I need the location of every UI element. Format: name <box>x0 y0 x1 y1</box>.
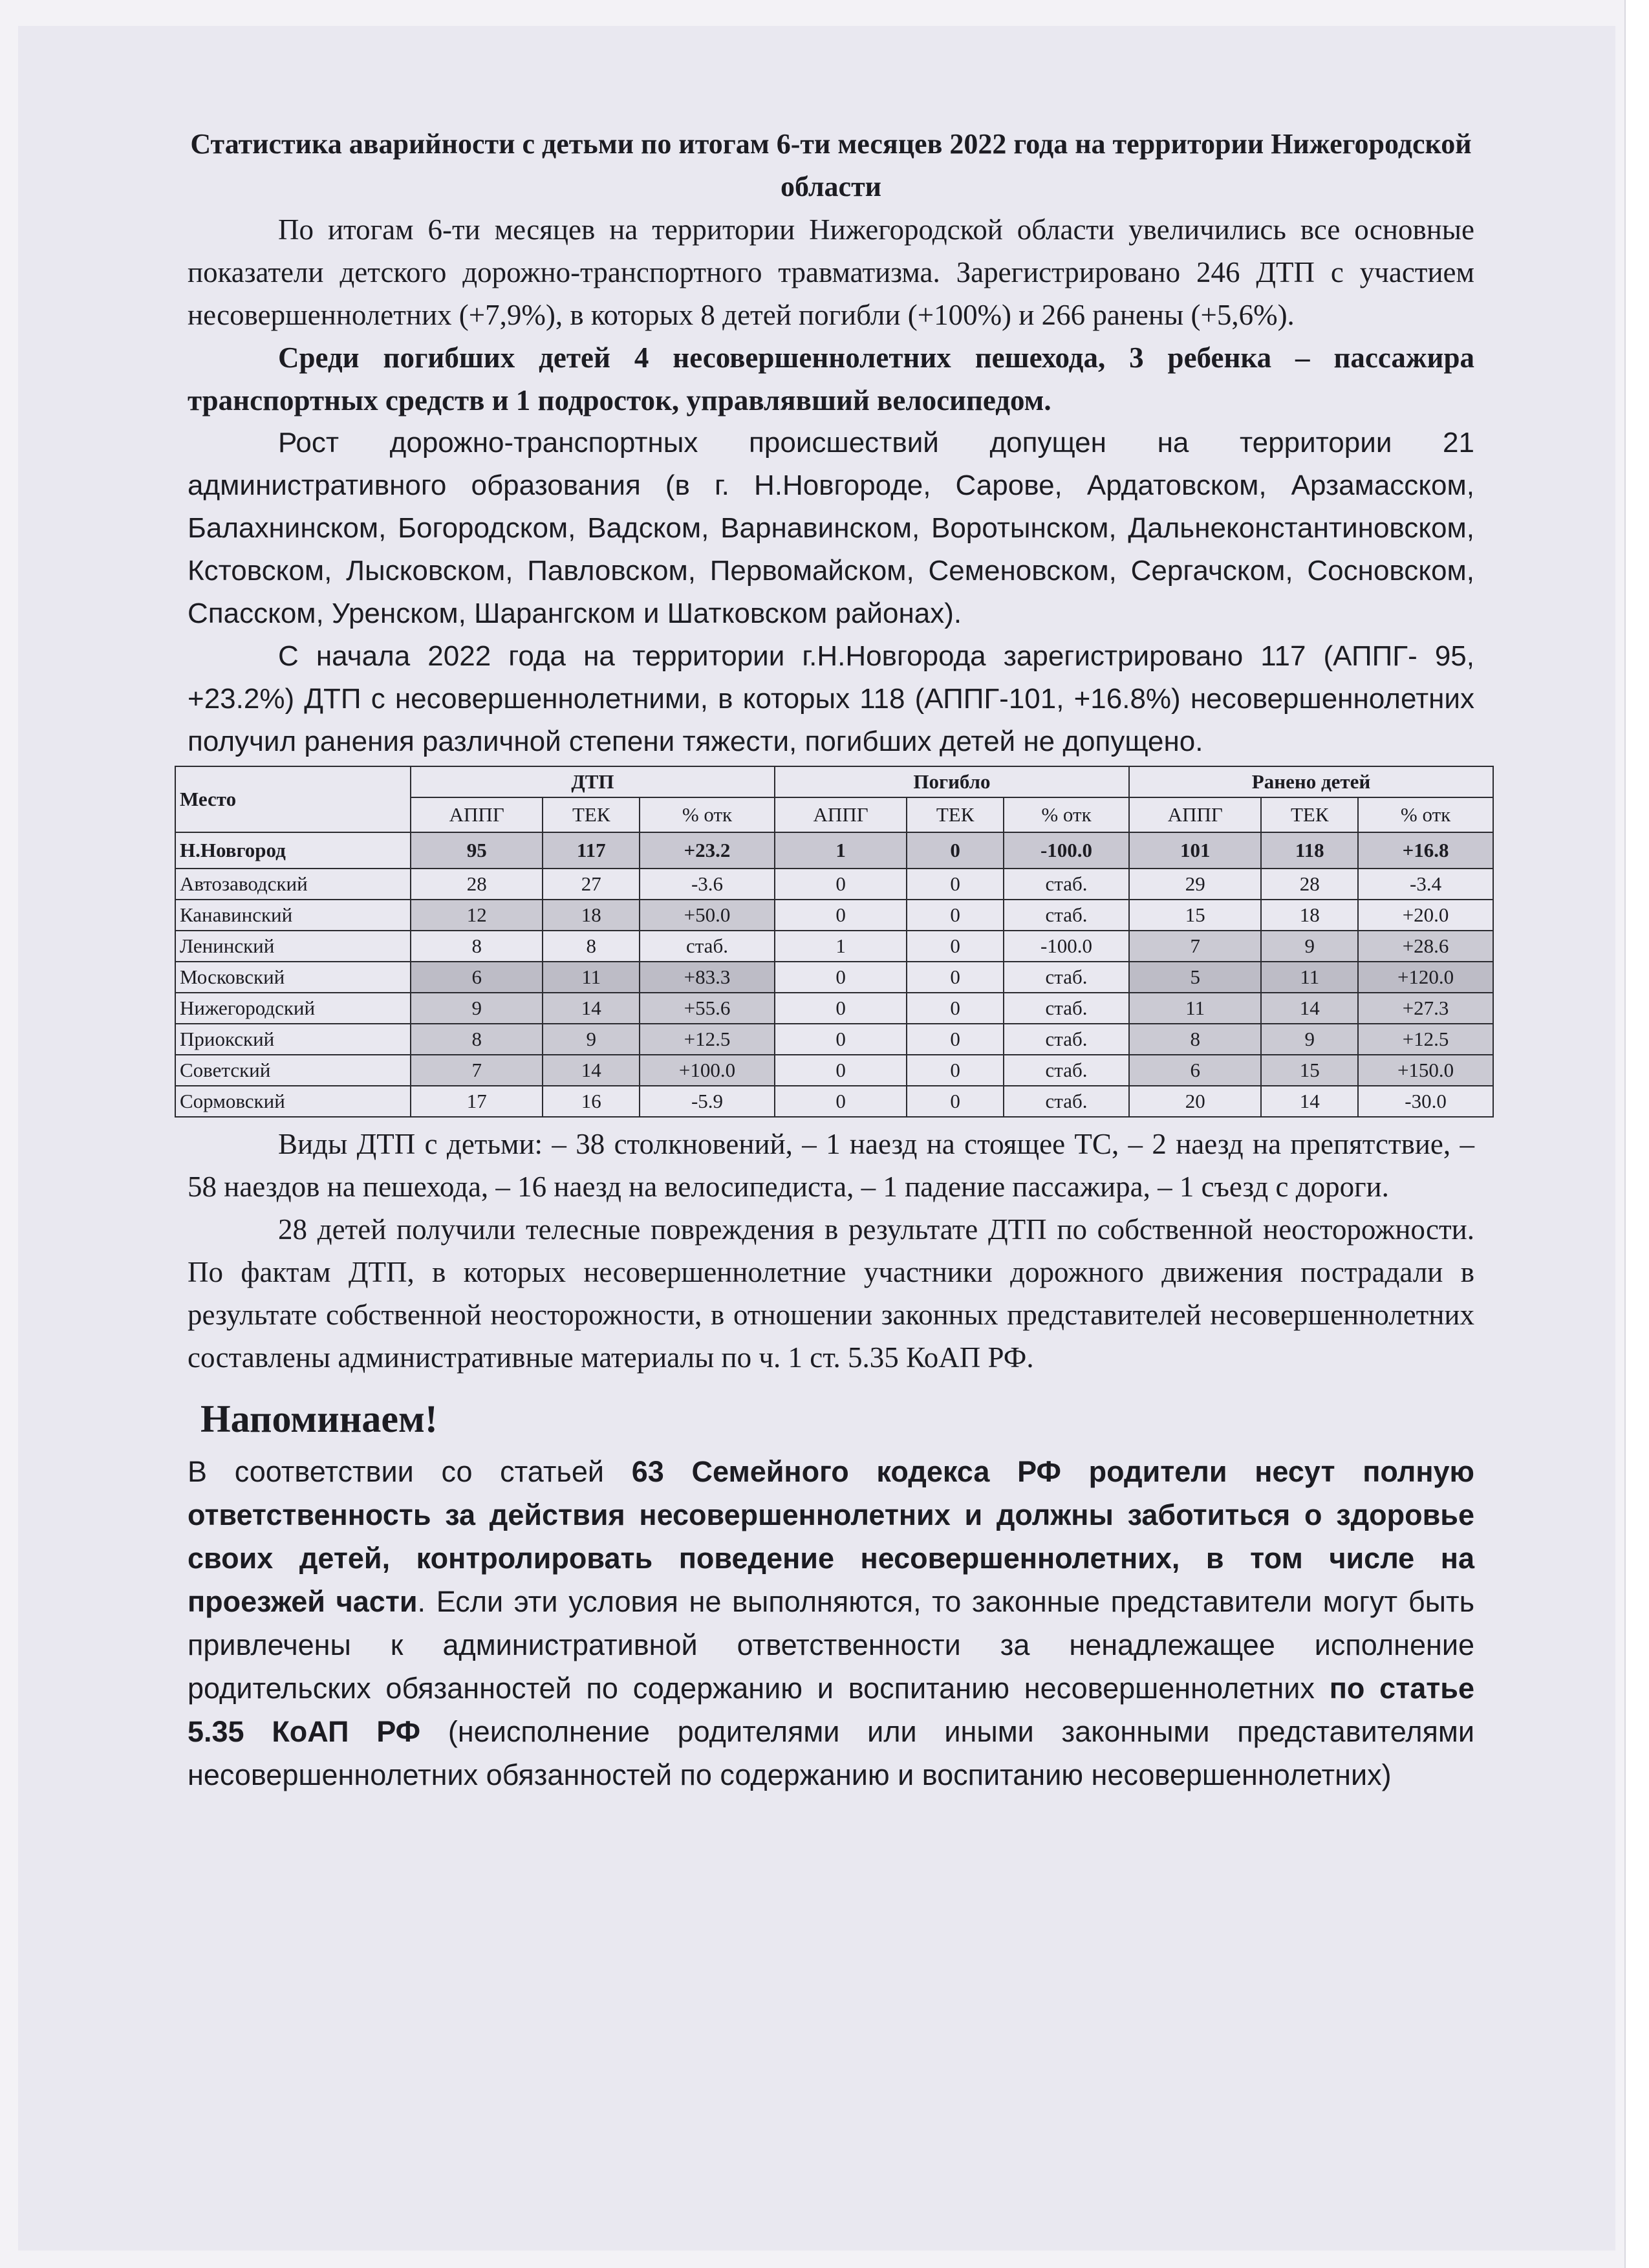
cell-killed-pct: стаб. <box>1004 1024 1129 1055</box>
cell-killed-appg: 0 <box>775 1086 907 1117</box>
table-row <box>175 1024 1493 1055</box>
cell-injured-appg: 7 <box>1129 931 1261 962</box>
table-row <box>175 1086 1493 1117</box>
cell-dtp-tek: 27 <box>543 869 640 900</box>
cell-injured-tek: 14 <box>1261 1086 1358 1117</box>
cell-injured-pct: +16.8 <box>1358 832 1493 869</box>
cell-dtp-appg: 6 <box>411 962 543 993</box>
cell-killed-appg: 0 <box>775 869 907 900</box>
sub-header-pct: % отк <box>1358 797 1493 832</box>
reminder-text-3: (неисполнение родителями или иными законными представителями несовершеннолетних обязанностей по содержанию и воспитанию несовершеннолетних) <box>188 1715 1474 1791</box>
reminder-bold-2: по статье 5.35 КоАП РФ <box>188 1672 1474 1748</box>
reminder-text-2: . Если эти условия не выполняются, то законные представители могут быть привлечены к административной ответственности за ненадлежащее исполнение родительских обязанностей по содержанию и воспитанию несовершеннолетних <box>188 1585 1475 1705</box>
cell-dtp-tek: 16 <box>543 1086 640 1117</box>
cell-killed-tek: 0 <box>907 962 1004 993</box>
cell-killed-appg: 0 <box>775 1024 907 1055</box>
row-place: Приокский <box>175 1024 411 1055</box>
cell-dtp-appg: 12 <box>411 900 543 931</box>
cell-dtp-pct: стаб. <box>640 931 775 962</box>
cell-killed-pct: -100.0 <box>1004 832 1129 869</box>
cell-injured-pct: +120.0 <box>1358 962 1493 993</box>
sub-header-appg: АППГ <box>411 797 543 832</box>
sub-header-tek: ТЕК <box>907 797 1004 832</box>
page-edge <box>1624 0 1649 2268</box>
nnovgorod-paragraph: С начала 2022 года на территории г.Н.Новгорода зарегистрировано 117 (АППГ- 95, +23.2%) ДТП с несовершеннолетними, в которых 118 (АППГ-101, +16.8%) несовершеннолетних получил ранения различной степени тяжести, погибших детей не допущено. <box>188 640 1474 757</box>
table-row <box>175 993 1493 1024</box>
sub-header-tek: ТЕК <box>543 797 640 832</box>
cell-injured-appg: 20 <box>1129 1086 1261 1117</box>
cell-dtp-tek: 11 <box>543 962 640 993</box>
cell-dtp-pct: +100.0 <box>640 1055 775 1086</box>
accident-types-paragraph: Виды ДТП с детьми: – 38 столкновений, – 1 наезд на стоящее ТС, – 2 наезд на препятствие, – 58 наездов на пешехода, – 16 наезд на велосипедиста, – 1 падение пассажира, – 1 съезд с дороги. <box>188 1128 1474 1203</box>
cell-dtp-pct: +50.0 <box>640 900 775 931</box>
row-place: Канавинский <box>175 900 411 931</box>
cell-killed-tek: 0 <box>907 993 1004 1024</box>
cell-dtp-appg: 17 <box>411 1086 543 1117</box>
cell-injured-appg: 15 <box>1129 900 1261 931</box>
cell-killed-tek: 0 <box>907 869 1004 900</box>
table-row <box>175 900 1493 931</box>
row-place: Автозаводский <box>175 869 411 900</box>
cell-injured-tek: 28 <box>1261 869 1358 900</box>
cell-injured-pct: -30.0 <box>1358 1086 1493 1117</box>
cell-killed-pct: стаб. <box>1004 900 1129 931</box>
cell-killed-pct: стаб. <box>1004 962 1129 993</box>
cell-killed-tek: 0 <box>907 1055 1004 1086</box>
cell-dtp-tek: 14 <box>543 1055 640 1086</box>
cell-killed-appg: 1 <box>775 931 907 962</box>
row-place: Советский <box>175 1055 411 1086</box>
cell-killed-pct: стаб. <box>1004 1055 1129 1086</box>
cell-injured-appg: 29 <box>1129 869 1261 900</box>
row-place: Ленинский <box>175 931 411 962</box>
cell-dtp-tek: 14 <box>543 993 640 1024</box>
summary-paragraph: По итогам 6-ти месяцев на территории Нижегородской области увеличились все основные показатели детского дорожно-транспортного травматизма. Зарегистрировано 246 ДТП с участием несовершеннолетних (+7,9%), в которых 8 детей погибли (+100%) и 266 ранены (+5,6%). <box>188 213 1474 331</box>
cell-dtp-appg: 8 <box>411 1024 543 1055</box>
cell-killed-tek: 0 <box>907 832 1004 869</box>
statistics-table <box>175 766 1494 1118</box>
table-row <box>175 869 1493 900</box>
cell-killed-tek: 0 <box>907 1086 1004 1117</box>
document-title: Статистика аварийности с детьми по итогам 6-ти месяцев 2022 года на территории Нижегородской области <box>190 128 1472 202</box>
cell-injured-appg: 5 <box>1129 962 1261 993</box>
cell-injured-tek: 18 <box>1261 900 1358 931</box>
sub-header-tek: ТЕК <box>1261 797 1358 832</box>
districts-paragraph: Рост дорожно-транспортных происшествий допущен на территории 21 административного образования (в г. Н.Новгороде, Сарове, Ардатовском, Арзамасском, Балахнинском, Богородском, Вадском, Варнавинском, Воротынском, Дальнеконстантиновском, Кстовском, Лысковском, Павловском, Первомайском, Семеновском, Сергачском, Сосновском, Спасском, Уренском, Шарангском и Шатковском районах). <box>188 427 1474 629</box>
col-place-header: Место <box>175 766 411 832</box>
cell-killed-pct: стаб. <box>1004 1086 1129 1117</box>
sub-header-pct: % отк <box>640 797 775 832</box>
cell-killed-pct: -100.0 <box>1004 931 1129 962</box>
cell-injured-tek: 15 <box>1261 1055 1358 1086</box>
cell-dtp-appg: 8 <box>411 931 543 962</box>
cell-injured-tek: 9 <box>1261 1024 1358 1055</box>
group-dtp-header: ДТП <box>411 766 775 797</box>
table-row <box>175 1055 1493 1086</box>
group-injured-header: Ранено детей <box>1129 766 1493 797</box>
cell-killed-tek: 0 <box>907 900 1004 931</box>
reminder-paragraph <box>188 1450 1474 1797</box>
group-killed-header: Погибло <box>775 766 1129 797</box>
row-place: Нижегородский <box>175 993 411 1024</box>
cell-dtp-pct: +55.6 <box>640 993 775 1024</box>
cell-dtp-pct: +12.5 <box>640 1024 775 1055</box>
cell-injured-pct: +150.0 <box>1358 1055 1493 1086</box>
cell-injured-tek: 11 <box>1261 962 1358 993</box>
cell-dtp-pct: -5.9 <box>640 1086 775 1117</box>
row-place: Московский <box>175 962 411 993</box>
cell-injured-appg: 8 <box>1129 1024 1261 1055</box>
table-row <box>175 931 1493 962</box>
cell-killed-tek: 0 <box>907 1024 1004 1055</box>
document-content <box>180 123 1475 1797</box>
reminder-heading: Напоминаем! <box>200 1398 438 1440</box>
cell-injured-tek: 9 <box>1261 931 1358 962</box>
cell-killed-appg: 0 <box>775 962 907 993</box>
cell-killed-tek: 0 <box>907 931 1004 962</box>
sub-header-appg: АППГ <box>1129 797 1261 832</box>
cell-injured-tek: 14 <box>1261 993 1358 1024</box>
reminder-text-1: В соответствии со статьей <box>188 1455 632 1488</box>
cell-dtp-appg: 28 <box>411 869 543 900</box>
table-row <box>175 962 1493 993</box>
cell-dtp-appg: 7 <box>411 1055 543 1086</box>
sub-header-pct: % отк <box>1004 797 1129 832</box>
cell-injured-appg: 11 <box>1129 993 1261 1024</box>
row-place: Н.Новгород <box>175 832 411 869</box>
cell-dtp-tek: 18 <box>543 900 640 931</box>
cell-killed-appg: 0 <box>775 900 907 931</box>
row-place: Сормовский <box>175 1086 411 1117</box>
cell-injured-pct: +28.6 <box>1358 931 1493 962</box>
cell-injured-pct: -3.4 <box>1358 869 1493 900</box>
cell-dtp-pct: +83.3 <box>640 962 775 993</box>
cell-dtp-appg: 9 <box>411 993 543 1024</box>
cell-dtp-pct: -3.6 <box>640 869 775 900</box>
cell-injured-pct: +20.0 <box>1358 900 1493 931</box>
reminder-bold-1: 63 Семейного кодекса РФ родители несут полную ответственность за действия несовершеннолетних и должны заботиться о здоровье своих детей, контролировать поведение несовершеннолетних, в том числе на проезжей части <box>188 1455 1474 1618</box>
table-row <box>175 832 1493 869</box>
cell-killed-pct: стаб. <box>1004 993 1129 1024</box>
cell-injured-appg: 101 <box>1129 832 1261 869</box>
fatalities-paragraph: Среди погибших детей 4 несовершеннолетних пешехода, 3 ребенка – пассажира транспортных средств и 1 подросток, управлявший велосипедом. <box>188 341 1474 416</box>
cell-dtp-appg: 95 <box>411 832 543 869</box>
sub-header-appg: АППГ <box>775 797 907 832</box>
negligence-paragraph: 28 детей получили телесные повреждения в результате ДТП по собственной неосторожности. По фактам ДТП, в которых несовершеннолетние участники дорожного движения пострадали в результате собственной неосторожности, в отношении законных представителей несовершеннолетних составлены административные материалы по ч. 1 ст. 5.35 КоАП РФ. <box>188 1213 1474 1374</box>
cell-killed-appg: 0 <box>775 993 907 1024</box>
cell-dtp-tek: 8 <box>543 931 640 962</box>
cell-injured-appg: 6 <box>1129 1055 1261 1086</box>
cell-injured-pct: +27.3 <box>1358 993 1493 1024</box>
cell-dtp-pct: +23.2 <box>640 832 775 869</box>
cell-killed-pct: стаб. <box>1004 869 1129 900</box>
cell-injured-pct: +12.5 <box>1358 1024 1493 1055</box>
cell-dtp-tek: 9 <box>543 1024 640 1055</box>
cell-injured-tek: 118 <box>1261 832 1358 869</box>
cell-killed-appg: 0 <box>775 1055 907 1086</box>
cell-dtp-tek: 117 <box>543 832 640 869</box>
table-group-header-row <box>175 766 1493 797</box>
cell-killed-appg: 1 <box>775 832 907 869</box>
